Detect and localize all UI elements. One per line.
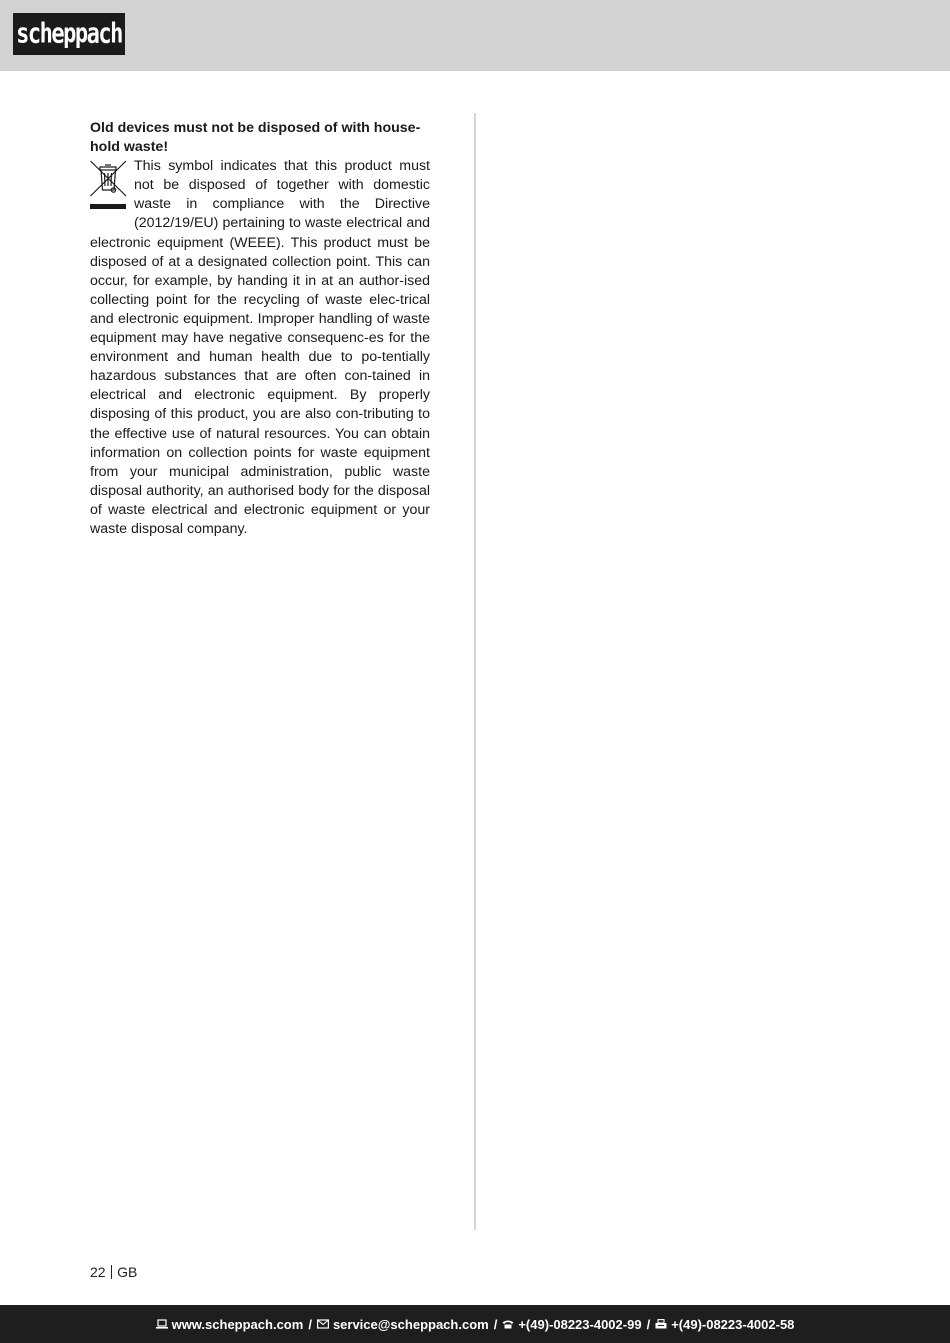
page-number-separator (111, 1265, 113, 1279)
crossed-out-wheelie-bin-icon (90, 159, 127, 215)
fax-icon (655, 1319, 667, 1329)
weee-section (90, 119, 430, 539)
column-divider (474, 113, 476, 1230)
page-footer (0, 1305, 950, 1343)
footer-separator: / (646, 1316, 651, 1332)
footer-email[interactable]: service@scheppach.com (332, 1316, 489, 1332)
footer-separator: / (308, 1316, 312, 1332)
page-header (0, 0, 950, 71)
laptop-icon (156, 1319, 168, 1329)
brand-logo-text: scheppach (16, 18, 122, 50)
footer-separator: / (493, 1316, 498, 1332)
footer-fax[interactable]: +(49)-08223-4002-58 (671, 1316, 795, 1332)
page-language: GB (117, 1264, 138, 1280)
page-number-value: 22 (90, 1264, 106, 1280)
footer-website[interactable]: www.scheppach.com (171, 1316, 304, 1332)
footer-phone[interactable]: +(49)-08223-4002-99 (518, 1316, 642, 1332)
telephone-icon (502, 1319, 514, 1329)
envelope-icon (317, 1319, 329, 1329)
section-heading: Old devices must not be disposed of with house-hold waste! (90, 120, 421, 156)
page-number (90, 1264, 137, 1280)
section-body: This symbol indicates that this product must not be disposed of together with domestic waste in compliance with the Directive (2012/19/EU) pertaining to waste electrical and electronic equipment (WEEE). This product must be disposed of at a designated collection point. This can occur, for example, by handing it in at an author-ised collecting point for the recycling of waste elec-trical and electronic equipment. Improper handling of waste equipment may have negative consequenc-es for the environment and human health due to po-tentially hazardous substances that are often con-tained in electrical and electronic equipment. By properly disposing of this product, you are also con-tributing to the effective use of natural resources. You can obtain information on collection points for waste equipment from your municipal administration, public waste disposal authority, an authorised body for the disposal of waste electrical and electronic equipment or your waste disposal company. (90, 158, 430, 537)
brand-logo (13, 13, 125, 55)
